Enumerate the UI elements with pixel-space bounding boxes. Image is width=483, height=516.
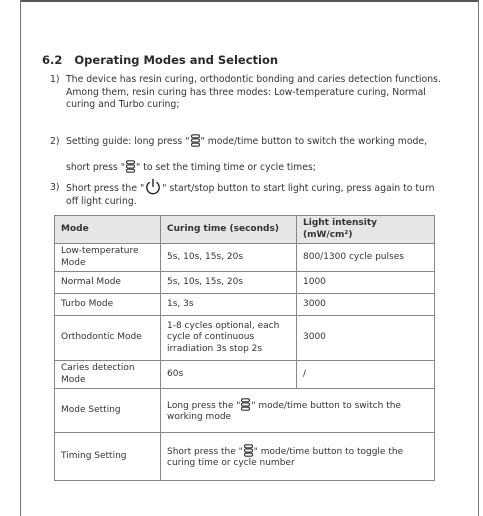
item-1-text: The device has resin curing, orthodontic bonding and caries detection functions. Among them, resin curing has three modes: Low-temperature curing, Normal curing and Turbo curing; — [66, 74, 441, 110]
page-frame-left — [20, 0, 21, 516]
table-cell: Caries detection Mode — [55, 361, 161, 389]
table-cell: Mode Setting — [55, 389, 161, 433]
table-cell: 60s — [161, 361, 297, 389]
table-cell: 5s, 10s, 15s, 20s — [161, 244, 297, 272]
item-2-line-2-before: short press " — [66, 162, 126, 173]
item-2-line-2-after: " to set the timing time or cycle times; — [136, 162, 316, 173]
header-curing-time: Curing time (seconds) — [161, 216, 297, 244]
table-cell: 3000 — [297, 316, 435, 361]
menu-lines-icon — [190, 134, 201, 147]
item-1-number: 1) — [50, 74, 60, 85]
table-cell: 1000 — [297, 272, 435, 294]
section-title: Operating Modes and Selection — [74, 53, 279, 67]
item-3-line-1 — [66, 178, 461, 196]
table-cell: Turbo Mode — [55, 294, 161, 316]
table-cell: 5s, 10s, 15s, 20s — [161, 272, 297, 294]
header-mode: Mode — [55, 216, 161, 244]
item-2-line-1 — [66, 134, 456, 149]
table-cell: Orthodontic Mode — [55, 316, 161, 361]
header-light-intensity: Light intensity (mW/cm²) — [297, 216, 435, 244]
mode-setting-before: Long press the " — [167, 400, 241, 411]
item-3-line-2: off light curing. — [66, 196, 137, 207]
table-row — [55, 361, 435, 389]
table-cell: Timing Setting — [55, 433, 161, 481]
table-cell — [161, 433, 435, 481]
menu-lines-icon — [240, 398, 251, 411]
menu-lines-icon — [243, 444, 254, 457]
modes-table — [54, 215, 435, 481]
item-2-line-1-after: " mode/time button to switch the working mode, — [200, 136, 428, 147]
table-cell: Normal Mode — [55, 272, 161, 294]
item-3-number: 3) — [50, 182, 60, 193]
menu-lines-icon — [125, 160, 136, 173]
table-cell: 3000 — [297, 294, 435, 316]
table-row — [55, 433, 435, 481]
table-cell — [161, 389, 435, 433]
item-2-line-1-before: Setting guide: long press " — [66, 136, 190, 147]
table-cell: 800/1300 cycle pulses — [297, 244, 435, 272]
mode-setting-after: " mode/time button to switch the working mode — [167, 400, 401, 422]
table-cell: 1-8 cycles optional, each cycle of continuous irradiation 3s stop 2s — [161, 316, 297, 361]
item-2-number: 2) — [50, 136, 60, 147]
item-3-text-before: Short press the " — [66, 183, 145, 194]
item-3-text-after: " start/stop button to start light curing, press again to turn — [162, 183, 435, 194]
table-row — [55, 272, 435, 294]
table-cell: / — [297, 361, 435, 389]
item-2-line-2 — [66, 160, 456, 175]
power-icon — [144, 178, 162, 196]
table-row — [55, 316, 435, 361]
table-row — [55, 244, 435, 272]
table-header-row — [55, 216, 435, 244]
section-heading — [42, 53, 278, 67]
table-row — [55, 389, 435, 433]
table-cell: Low-temperature Mode — [55, 244, 161, 272]
page-frame-right — [478, 0, 479, 516]
timing-setting-before: Short press the " — [167, 446, 243, 457]
page-frame-top — [20, 0, 479, 2]
timing-setting-after: " mode/time button to toggle the curing time or cycle number — [167, 446, 404, 468]
table-cell: 1s, 3s — [161, 294, 297, 316]
section-number: 6.2 — [42, 53, 63, 67]
table-row — [55, 294, 435, 316]
